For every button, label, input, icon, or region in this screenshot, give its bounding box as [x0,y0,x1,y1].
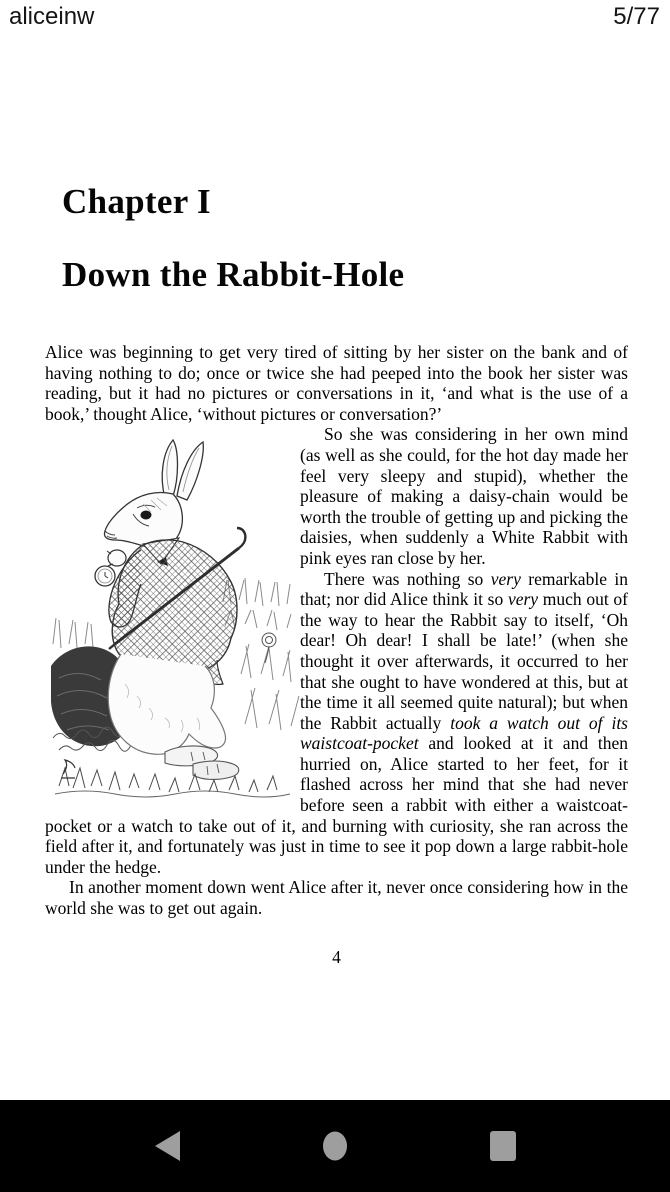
rabbit-eye [141,511,152,520]
chapter-title: Down the Rabbit-Hole [62,254,405,294]
page-indicator: 5/77 [613,3,660,30]
paragraph-1: Alice was beginning to get very tired of sitting by her sister on the bank and of having nothing to do; once or twice she had peeped into the book her sister was reading, but it had no pictures or conversations in it, ‘and what is the use of a book,’ thought Alice, ‘without pictures or conversation?’ [45,342,628,424]
recents-icon[interactable] [488,1129,518,1163]
paragraph-3-text: remarkable in that; nor did Alice think it so [300,568,628,610]
paragraph-3-text: and looked at it and then hurried on, Alice started to her feet, for it flashed across her mind that she had never before seen a rabbit with either a waistcoat-pocket or a watch to take out of it, and burning with curiosity, she ran across the field after it, and fortunately was just in time to see it pop down a large rabbit-hole under the hedge. [45,733,628,877]
android-navbar [0,1100,670,1192]
artist-monogram [61,760,75,778]
body-text [45,342,628,919]
chapter-label: Chapter I [62,182,211,221]
foreground-grass [55,768,290,797]
back-button[interactable] [150,1128,184,1164]
home-button[interactable] [318,1128,352,1164]
paragraph-3-text: There was nothing so [324,568,491,589]
home-icon[interactable] [321,1129,349,1163]
book-page[interactable] [0,36,670,1100]
paragraph-2: So she was considering in her own mind (as well as she could, for the hot day made her feel very sleepy and stupid), whether the pleasure of making a daisy-chain would be worth the trouble of getting up and picking the daisies, when suddenly a White Rabbit with pink eyes ran close by her. [300,424,628,568]
back-icon[interactable] [153,1130,181,1162]
rabbit [95,440,245,779]
paragraph-3-emphasis: took a watch out of its waistcoat-pocket [300,712,628,754]
paragraph-4: In another moment down went Alice after it, never once considering how in the world she was to get out again. [45,877,628,919]
white-rabbit-drawing [45,434,300,802]
dandelion-flower [262,633,276,663]
paragraph-3-emphasis: very [507,589,539,610]
recents-button[interactable] [486,1128,520,1164]
document-title: aliceinw [9,3,95,30]
rabbit-paw [108,550,126,566]
reader-header [0,0,670,36]
white-rabbit-illustration [45,434,300,802]
paragraph-3-emphasis: very [490,568,521,589]
pocket-watch [95,564,115,586]
book-page-number: 4 [332,946,341,967]
paragraph-3-text: much out of the way to hear the Rabbit say to itself, ‘Oh dear! Oh dear! I shall be late!’ (when she thought it over afterwards, it occurred to her that she ought to have wondered at this, but at the time it all seemed quite natural); but when the Rabbit actually [300,589,629,733]
